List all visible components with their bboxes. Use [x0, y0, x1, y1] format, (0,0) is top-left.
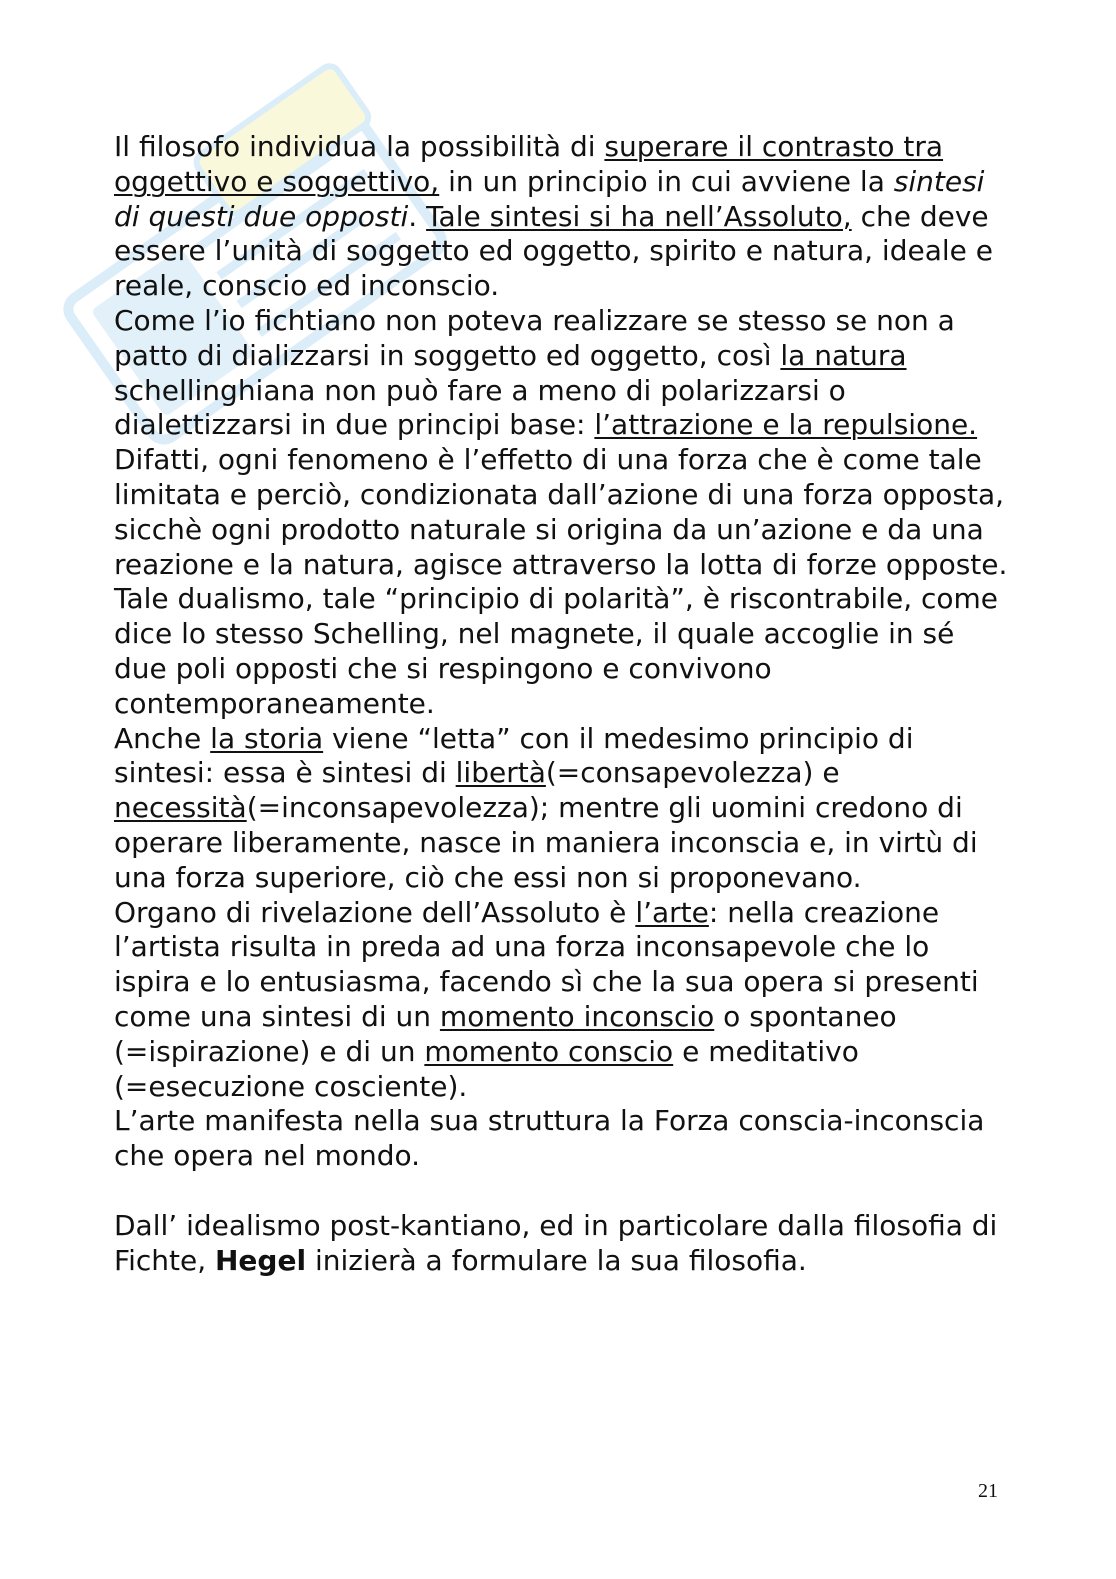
page-number: 21	[978, 1480, 998, 1502]
underlined-text: libertà	[455, 756, 546, 790]
underlined-text: l’attrazione e la repulsione.	[594, 408, 978, 442]
text-run: Il filosofo individua la possibilità di	[114, 130, 605, 163]
underlined-text: momento conscio	[424, 1034, 674, 1068]
paragraph	[114, 130, 1014, 304]
underlined-text: la storia	[210, 721, 324, 755]
underlined-text: l’arte	[635, 895, 709, 929]
text-run: Organo di rivelazione dell’Assoluto è	[114, 895, 636, 929]
underlined-text: Tale sintesi si ha nell’Assoluto,	[426, 199, 852, 233]
paragraph	[114, 304, 1014, 582]
underlined-text: superare il contrasto tra oggettivo e soggettivo,	[114, 130, 944, 198]
text-run: inizierà a formulare la sua filosofia.	[306, 1243, 807, 1277]
text-run: (=consapevolezza) e	[545, 756, 840, 790]
text-run: .	[408, 199, 427, 233]
text-run: Come l’io fichtiano non poteva realizzare se stesso se non a patto di dializzarsi in soggetto ed oggetto, così	[114, 303, 955, 372]
underlined-text: necessità	[114, 791, 247, 825]
text-run: : nella creazione l’artista risulta in preda ad una forza inconsapevole che lo ispira e lo entusiasma, facendo sì che la sua opera si presenti come una sintesi di un	[114, 895, 979, 1033]
paragraph	[114, 582, 1014, 721]
paragraph	[114, 1209, 1014, 1279]
text-run: Dall’ idealismo post-kantiano, ed in particolare dalla filosofia di Fichte,	[114, 1208, 998, 1277]
text-run: Difatti, ogni fenomeno è l’effetto di una forza che è come tale limitata e perciò, condizionata dall’azione di una forza opposta, sicchè ogni prodotto naturale si origina da un’azione e da una reazione e la natura, agisce attraverso la lotta di forze opposte.	[114, 443, 1008, 581]
paragraph	[114, 1104, 1014, 1174]
paragraph	[114, 722, 1014, 896]
text-run: Tale dualismo, tale “principio di polarità”, è riscontrabile, come dice lo stesso Schelling, nel magnete, il quale accoglie in sé due poli opposti che si respingono e convivono contemporaneamente.	[114, 582, 999, 720]
text-run: in un principio in cui avviene la	[439, 164, 894, 198]
underlined-text: momento inconscio	[439, 999, 715, 1033]
italic-text: sintesi di questi due opposti	[114, 164, 985, 233]
text-run: (=inconsapevolezza); mentre gli uomini credono di operare liberamente, nasce in maniera inconscia e, in virtù di una forza superiore, ciò che essi non si proponevano.	[114, 791, 978, 894]
text-run: o spontaneo (=ispirazione) e di un	[114, 999, 897, 1068]
underlined-text: la natura	[780, 338, 907, 372]
text-run: e meditativo (=esecuzione cosciente).	[114, 1034, 859, 1103]
text-run: L’arte manifesta nella sua struttura la Forza conscia-inconscia che opera nel mondo.	[114, 1104, 985, 1173]
text-run: Anche	[114, 721, 211, 755]
text-run: viene “letta” con il medesimo principio di sintesi: essa è sintesi di	[114, 721, 914, 790]
text-run: schellinghiana non può fare a meno di polarizzarsi o dialettizzarsi in due principi base:	[114, 373, 846, 442]
bold-text: Hegel	[215, 1243, 307, 1277]
text-run: che deve essere l’unità di soggetto ed oggetto, spirito e natura, ideale e reale, conscio ed inconscio.	[114, 199, 994, 303]
paragraph	[114, 896, 1014, 1105]
body-text	[114, 130, 1014, 1278]
